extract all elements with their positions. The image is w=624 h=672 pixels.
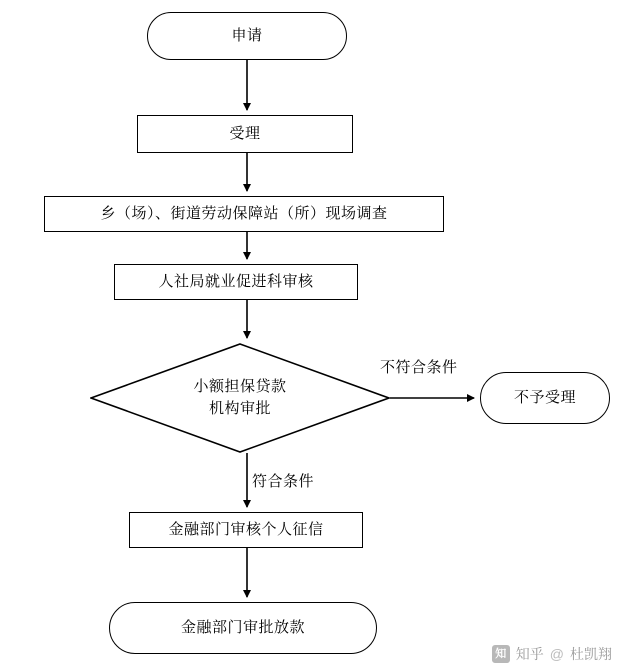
watermark [492,644,612,664]
decision-label-line1: 小额担保贷款 [193,378,287,396]
zhihu-logo-icon: 知 [492,645,510,663]
node-loan-approval-decision[interactable] [90,343,390,453]
watermark-brand: 知乎 [515,646,544,662]
decision-label-line2: 机构审批 [208,400,271,417]
node-apply-label: 申请 [231,26,263,44]
watermark-separator: @ [549,646,564,662]
node-apply[interactable] [147,12,347,60]
node-credit-check[interactable] [129,512,363,548]
node-accept[interactable] [137,115,353,153]
node-loan-approval-decision-label [193,376,286,420]
watermark-user: 杜凯翔 [570,646,612,662]
edge-label-qualified: 符合条件 [252,473,315,490]
node-reject[interactable] [480,372,610,424]
node-accept-label: 受理 [229,124,261,142]
node-credit-check-label: 金融部门审核个人征信 [168,520,324,538]
node-reject-label: 不予受理 [513,388,576,406]
node-hr-bureau-review[interactable] [114,264,358,300]
node-field-survey-label: 乡（场）、街道劳动保障站（所）现场调查 [100,204,388,222]
edge-label-not-qualified: 不符合条件 [380,359,458,376]
node-loan-disbursement[interactable] [109,602,377,654]
node-loan-disbursement-label: 金融部门审批放款 [180,618,305,636]
node-hr-bureau-review-label: 人社局就业促进科审核 [158,272,314,290]
node-field-survey[interactable] [44,196,444,232]
